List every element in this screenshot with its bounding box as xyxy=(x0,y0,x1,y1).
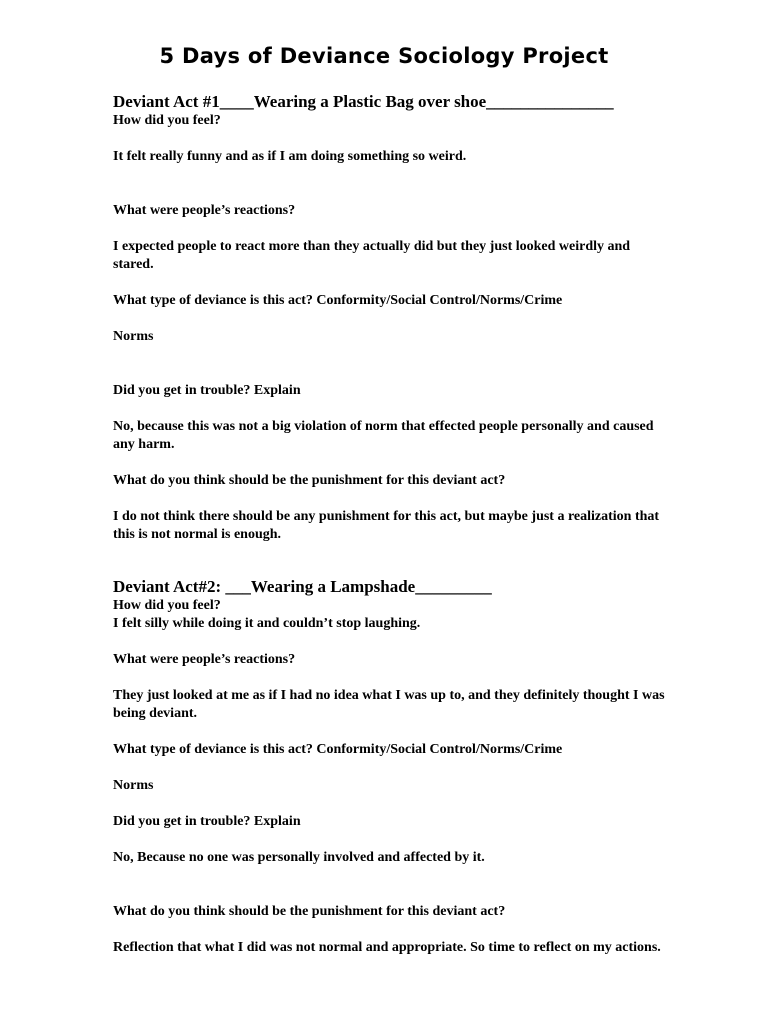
act-1-question-trouble: Did you get in trouble? Explain xyxy=(113,383,301,398)
act-1-question-punishment: What do you think should be the punishment for this deviant act? xyxy=(113,473,506,488)
act-1-answer-punishment: I do not think there should be any punishment for this act, but maybe just a realization that this is not normal is enough. xyxy=(113,509,660,542)
act-1-question-type: What type of deviance is this act? Conformity/Social Control/Norms/Crime xyxy=(113,293,563,308)
act-2-question-feel: How did you feel? xyxy=(113,598,221,613)
act-2-answer-punishment: Reflection that what I did was not normal and appropriate. So time to reflect on my actions. xyxy=(113,940,661,955)
act-1-answer-trouble: No, because this was not a big violation of norm that effected people personally and caused any harm. xyxy=(113,419,654,452)
page-title: 5 Days of Deviance Sociology Project xyxy=(159,44,609,68)
act-1-answer-reactions: I expected people to react more than they actually did but they just looked weirdly and stared. xyxy=(113,239,631,272)
act-2-heading: Deviant Act#2: ___Wearing a Lampshade_________ xyxy=(113,577,492,596)
deviant-act-2-section xyxy=(113,577,673,957)
act-1-answer-type: Norms xyxy=(113,329,154,344)
act-1-answer-feel: It felt really funny and as if I am doing something so weird. xyxy=(113,149,467,164)
act-2-answer-reactions: They just looked at me as if I had no idea what I was up to, and they definitely thought I was being deviant. xyxy=(113,688,665,721)
act-2-question-punishment: What do you think should be the punishment for this deviant act? xyxy=(113,904,506,919)
act-2-answer-trouble: No, Because no one was personally involved and affected by it. xyxy=(113,850,485,865)
act-2-question-trouble: Did you get in trouble? Explain xyxy=(113,814,301,829)
act-2-question-reactions: What were people’s reactions? xyxy=(113,652,296,667)
act-1-question-feel: How did you feel? xyxy=(113,113,221,128)
deviant-act-1-section xyxy=(113,92,673,544)
act-2-answer-feel: I felt silly while doing it and couldn’t stop laughing. xyxy=(113,616,421,631)
act-1-question-reactions: What were people’s reactions? xyxy=(113,203,296,218)
act-2-answer-type: Norms xyxy=(113,778,154,793)
act-1-heading: Deviant Act #1____Wearing a Plastic Bag over shoe_______________ xyxy=(113,92,614,111)
act-2-question-type: What type of deviance is this act? Conformity/Social Control/Norms/Crime xyxy=(113,742,563,757)
